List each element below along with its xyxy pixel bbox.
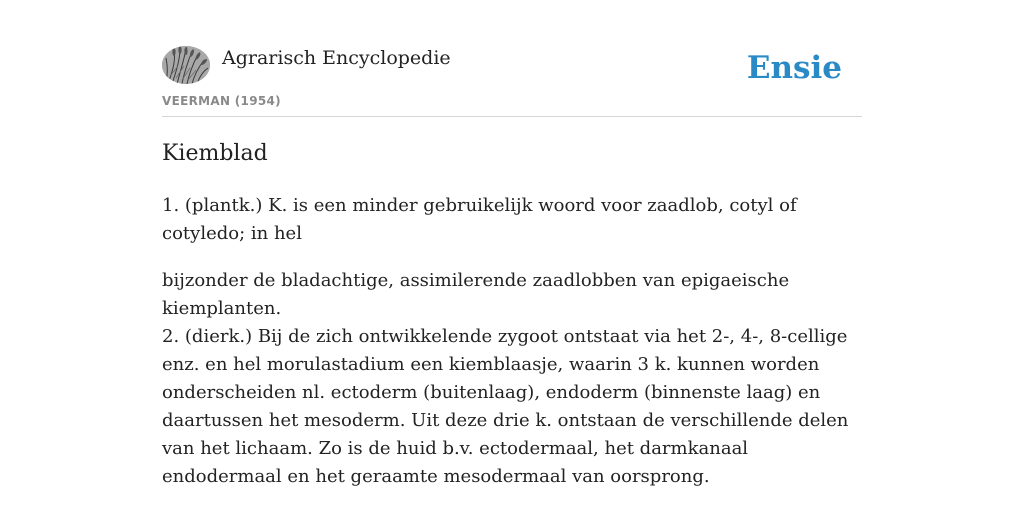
wheat-logo-icon[interactable] [162, 46, 210, 84]
book-title[interactable]: Agrarisch Encyclopedie [222, 47, 451, 69]
ensie-brand-link[interactable]: Ensie [746, 50, 842, 86]
page-container [162, 0, 862, 487]
entry-title: Kiemblad [162, 141, 268, 166]
entry-paragraph-3: 2. (dierk.) Bij de zich ontwikkelende zygoot ontstaat via het 2-, 4-, 8-cellige enz. en hel morulastadium een kiemblaasje, waarin 3 k. kunnen worden onderscheiden nl. ectoderm (buitenlaag), endoderm (binnenste laag) en daartussen het mesoderm. Uit deze drie k. ontstaan de verschillende delen van het lichaam. Zo is de huid b.v. ectodermaal, het darmkanaal endodermaal en het geraamte mesodermaal van oorsprong. [162, 326, 849, 487]
book-author-year: VEERMAN (1954) [162, 94, 281, 108]
entry-paragraph-2: bijzonder de bladachtige, assimilerende zaadlobben van epigaeische kiemplanten. [162, 270, 790, 319]
book-header [162, 0, 862, 117]
entry-paragraph-1: 1. (plantk.) K. is een minder gebruikelijk woord voor zaadlob, cotyl of cotyledo; in hel [162, 195, 797, 244]
